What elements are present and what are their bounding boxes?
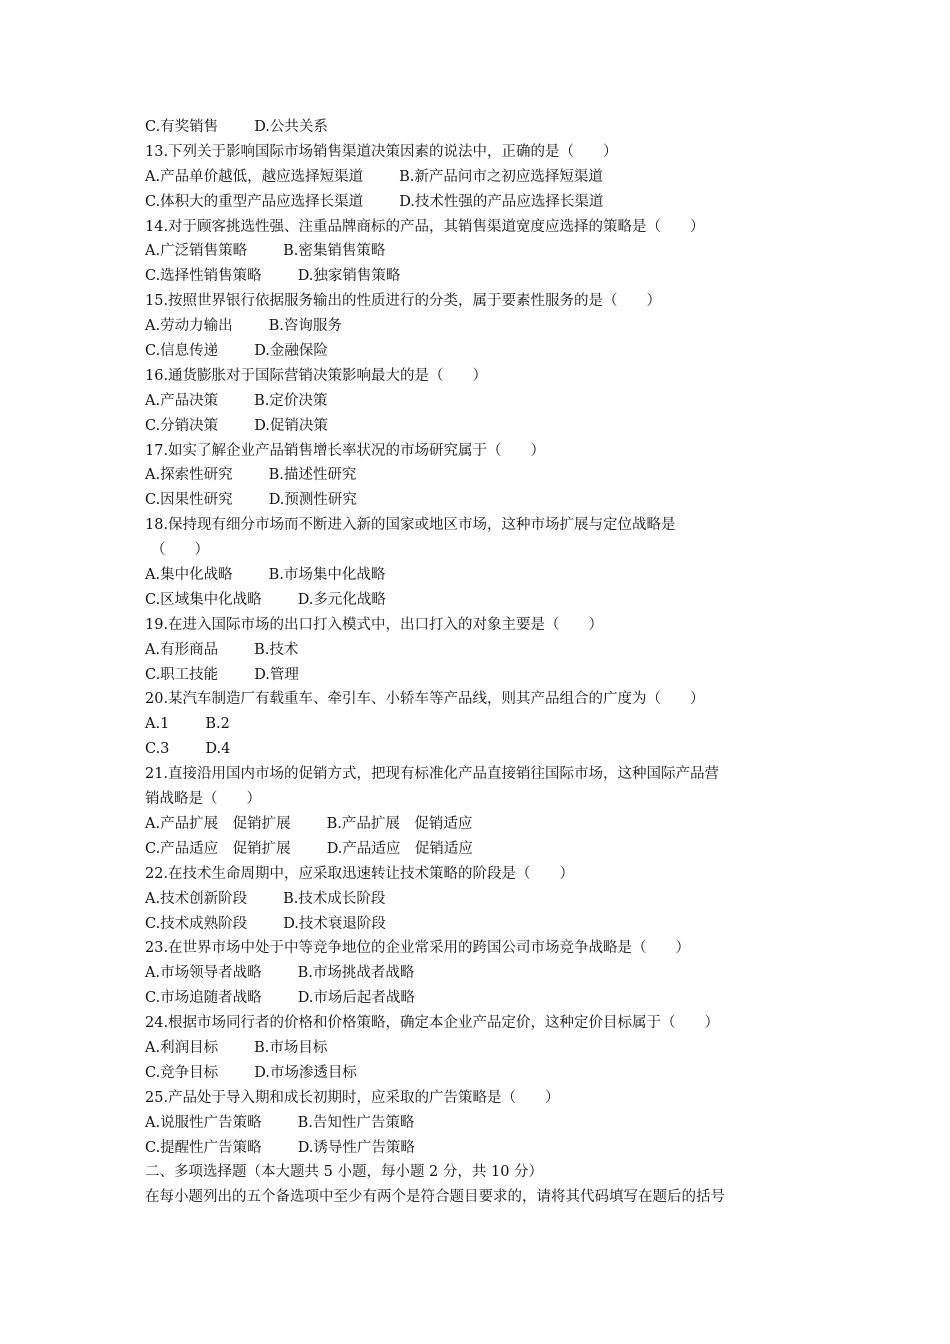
option-b: D.市场后起者战略: [297, 990, 415, 1007]
option-a: A.探索性研究: [145, 467, 233, 484]
option-b: D.技术衰退阶段: [283, 915, 386, 932]
option-b: B.咨询服务: [268, 318, 342, 335]
option-line: [145, 887, 815, 912]
option-line: [145, 1036, 815, 1061]
option-b: D.多元化战略: [297, 591, 386, 608]
option-line: [145, 314, 815, 339]
question-text: 17.如实了解企业产品销售增长率状况的市场研究属于（ ）: [145, 442, 546, 459]
option-line: [145, 737, 815, 762]
option-b: B.市场挑战者战略: [297, 965, 415, 982]
option-a: C.产品适应 促销扩展: [145, 840, 291, 857]
option-b: D.市场渗透目标: [254, 1064, 357, 1081]
option-line: [145, 1111, 815, 1136]
option-a: C.分销决策: [145, 417, 219, 434]
option-line: [145, 389, 815, 414]
option-a: A.有形商品: [145, 641, 219, 658]
option-a: C.提醒性广告策略: [145, 1139, 262, 1156]
option-line: [145, 264, 815, 289]
option-b: B.描述性研究: [268, 467, 357, 484]
question-continuation: （ ）: [151, 542, 209, 559]
option-b: B.技术: [254, 641, 299, 658]
option-b: D.预测性研究: [268, 492, 357, 509]
option-b: D.管理: [254, 666, 299, 683]
option-b: B.定价决策: [254, 392, 328, 409]
option-a: A.1: [145, 716, 170, 733]
option-b: D.4: [205, 741, 231, 758]
option-a: C.技术成熟阶段: [145, 915, 248, 932]
option-a: C.区域集中化战略: [145, 591, 262, 608]
option-line: [145, 812, 815, 837]
option-line: [145, 986, 815, 1011]
section-heading: 二、多项选择题（本大题共 5 小题，每小题 2 分，共 10 分）: [145, 1164, 544, 1181]
option-b: B.密集销售策略: [283, 243, 386, 260]
option-a: A.技术创新阶段: [145, 890, 248, 907]
option-b: B.市场集中化战略: [268, 567, 386, 584]
exam-page: [145, 115, 815, 1210]
option-line: [145, 961, 815, 986]
option-a: A.劳动力输出: [145, 318, 233, 335]
question-text: 15.按照世界银行依据服务输出的性质进行的分类，属于要素性服务的是（ ）: [145, 293, 662, 310]
option-b: B.2: [205, 716, 230, 733]
option-b: D.促销决策: [254, 417, 328, 434]
question-text: 在每小题列出的五个备选项中至少有两个是符合题目要求的，请将其代码填写在题后的括号: [145, 1189, 725, 1206]
option-line: [145, 165, 815, 190]
option-a: A.说服性广告策略: [145, 1114, 262, 1131]
option-a: C.市场追随者战略: [145, 990, 262, 1007]
question-text: 24.根据市场同行者的价格和价格策略，确定本企业产品定价，这种定价目标属于（ ）: [145, 1015, 720, 1032]
option-b: D.公共关系: [254, 119, 328, 135]
option-line: [145, 463, 815, 488]
question-text: 销战略是（ ）: [145, 791, 261, 808]
question-text: 13.下列关于影响国际市场销售渠道决策因素的说法中，正确的是（ ）: [145, 143, 618, 160]
option-b: B.新产品问市之初应选择短渠道: [399, 168, 603, 185]
question-text: 16.通货膨胀对于国际营销决策影响最大的是（ ）: [145, 367, 488, 384]
option-line: [145, 488, 815, 513]
option-line: [145, 912, 815, 937]
question-text: 22.在技术生命周期中，应采取迅速转让技术策略的阶段是（ ）: [145, 865, 575, 882]
option-a: A.利润目标: [145, 1039, 219, 1056]
option-a: C.3: [145, 741, 170, 758]
option-a: C.选择性销售策略: [145, 268, 262, 285]
option-a: C.职工技能: [145, 666, 219, 683]
question-text: 18.保持现有细分市场而不断进入新的国家或地区市场，这种市场扩展与定位战略是: [145, 517, 676, 534]
option-a: C.体积大的重型产品应选择长渠道: [145, 193, 364, 210]
option-b: D.独家销售策略: [297, 268, 401, 285]
option-line: [145, 190, 815, 215]
option-line: [145, 239, 815, 264]
option-a: A.产品决策: [145, 392, 219, 409]
option-a: A.产品单价越低，越应选择短渠道: [145, 168, 364, 185]
option-line: [145, 115, 815, 140]
option-line: [145, 638, 815, 663]
option-a: C.有奖销售: [145, 119, 219, 135]
option-b: B.技术成长阶段: [283, 890, 386, 907]
question-text: 20.某汽车制造厂有载重车、牵引车、小轿车等产品线，则其产品组合的广度为（ ）: [145, 691, 705, 708]
question-text: 25.产品处于导入期和成长初期时，应采取的广告策略是（ ）: [145, 1089, 560, 1106]
option-b: D.技术性强的产品应选择长渠道: [399, 193, 604, 210]
option-b: D.产品适应 促销适应: [326, 840, 473, 857]
question-text: 14.对于顾客挑选性强、注重品牌商标的产品，其销售渠道宽度应选择的策略是（ ）: [145, 218, 705, 235]
option-b: B.告知性广告策略: [297, 1114, 415, 1131]
question-text: 19.在进入国际市场的出口打入模式中，出口打入的对象主要是（ ）: [145, 616, 604, 633]
option-a: A.广泛销售策略: [145, 243, 248, 260]
option-line: [145, 1061, 815, 1086]
option-line: [145, 837, 815, 862]
option-a: A.集中化战略: [145, 567, 233, 584]
option-b: D.诱导性广告策略: [297, 1139, 415, 1156]
option-line: [145, 414, 815, 439]
option-a: C.竞争目标: [145, 1064, 219, 1081]
option-a: A.市场领导者战略: [145, 965, 262, 982]
question-text: 21.直接沿用国内市场的促销方式，把现有标准化产品直接销往国际市场，这种国际产品营: [145, 766, 720, 783]
option-line: [145, 712, 815, 737]
option-a: C.因果性研究: [145, 492, 233, 509]
option-a: A.产品扩展 促销扩展: [145, 815, 291, 832]
option-a: C.信息传递: [145, 343, 219, 360]
option-line: [145, 663, 815, 688]
option-b: D.金融保险: [254, 343, 328, 360]
option-b: B.产品扩展 促销适应: [326, 815, 473, 832]
option-line: [145, 563, 815, 588]
question-text: 23.在世界市场中处于中等竞争地位的企业常采用的跨国公司市场竞争战略是（ ）: [145, 940, 691, 957]
option-line: [145, 1136, 815, 1161]
option-line: [145, 588, 815, 613]
option-line: [145, 339, 815, 364]
option-b: B.市场目标: [254, 1039, 328, 1056]
